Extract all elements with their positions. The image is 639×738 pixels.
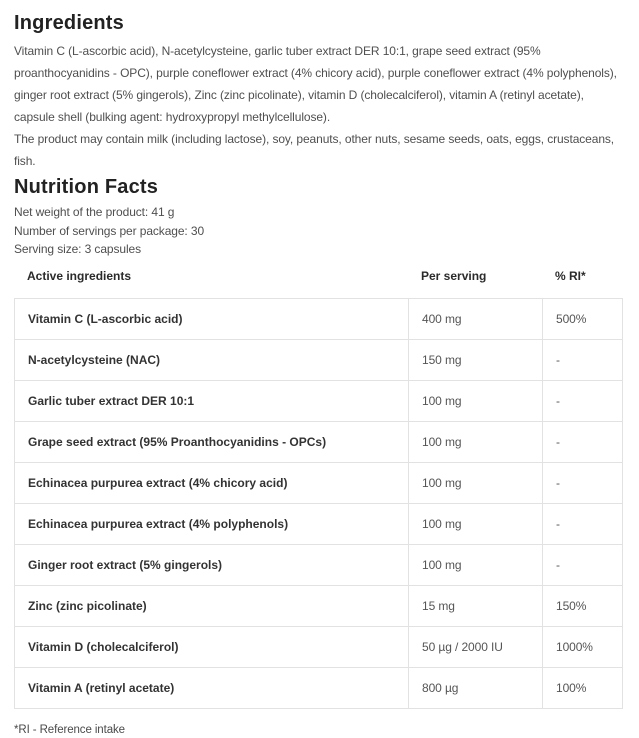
table-row [15, 462, 623, 503]
cell-name: Echinacea purpurea extract (4% polyphenols) [15, 503, 409, 544]
cell-name: Echinacea purpurea extract (4% chicory acid) [15, 462, 409, 503]
cell-name: Garlic tuber extract DER 10:1 [15, 380, 409, 421]
cell-per-serving: 50 µg / 2000 IU [409, 626, 543, 667]
table-row [15, 585, 623, 626]
table-row [15, 667, 623, 708]
table-row [15, 298, 623, 339]
table-row [15, 380, 623, 421]
table-row [15, 626, 623, 667]
cell-name: Grape seed extract (95% Proanthocyanidins - OPCs) [15, 421, 409, 462]
cell-name: Zinc (zinc picolinate) [15, 585, 409, 626]
cell-ri: 500% [543, 298, 623, 339]
ri-footnote: *RI - Reference intake [14, 723, 125, 736]
table-row [15, 421, 623, 462]
table-row [15, 339, 623, 380]
cell-per-serving: 400 mg [409, 298, 543, 339]
cell-name: Vitamin A (retinyl acetate) [15, 667, 409, 708]
nutrition-facts-heading: Nutrition Facts [14, 176, 159, 198]
nutrition-table [14, 298, 623, 709]
cell-per-serving: 800 µg [409, 667, 543, 708]
cell-per-serving: 100 mg [409, 503, 543, 544]
cell-per-serving: 15 mg [409, 585, 543, 626]
cell-ri: 100% [543, 667, 623, 708]
column-header-active-ingredients: Active ingredients [27, 268, 132, 283]
nutrition-table-body [15, 298, 623, 708]
cell-ri: 150% [543, 585, 623, 626]
cell-per-serving: 100 mg [409, 462, 543, 503]
ingredients-heading: Ingredients [14, 12, 124, 34]
cell-ri: - [543, 380, 623, 421]
cell-ri: - [543, 462, 623, 503]
cell-ri: - [543, 339, 623, 380]
nutrition-meta [14, 203, 625, 259]
cell-name: Ginger root extract (5% gingerols) [15, 544, 409, 585]
servings-per-package-line: Number of servings per package: 30 [14, 223, 205, 238]
column-header-per-serving: Per serving [421, 268, 487, 283]
ingredients-text: Vitamin C (L-ascorbic acid), N-acetylcysteine, garlic tuber extract DER 10:1, grape seed extract (95% proanthocyanidins - OPC), purple coneflower extract (4% chicory acid), purple coneflower extract (4% polyphenols), ginger root extract (5% gingerols), Zinc (zinc picolinate), vitamin D (cholecalciferol), vitamin A (retinyl acetate), capsule shell (bulking agent: hydroxypropyl methylcellulose). [14, 44, 617, 124]
cell-ri: - [543, 503, 623, 544]
net-weight-line: Net weight of the product: 41 g [14, 205, 175, 219]
cell-ri: - [543, 544, 623, 585]
cell-per-serving: 100 mg [409, 544, 543, 585]
column-header-ri: % RI* [555, 268, 586, 283]
cell-ri: 1000% [543, 626, 623, 667]
serving-size-line: Serving size: 3 capsules [14, 242, 141, 256]
cell-per-serving: 100 mg [409, 380, 543, 421]
cell-ri: - [543, 421, 623, 462]
cell-name: Vitamin C (L-ascorbic acid) [15, 298, 409, 339]
allergen-text: The product may contain milk (including lactose), soy, peanuts, other nuts, sesame seeds, oats, eggs, crustaceans, fish. [14, 132, 615, 168]
cell-name: Vitamin D (cholecalciferol) [15, 626, 409, 667]
nutrition-table-header [14, 268, 622, 284]
table-row [15, 503, 623, 544]
cell-name: N-acetylcysteine (NAC) [15, 339, 409, 380]
table-row [15, 544, 623, 585]
cell-per-serving: 100 mg [409, 421, 543, 462]
cell-per-serving: 150 mg [409, 339, 543, 380]
